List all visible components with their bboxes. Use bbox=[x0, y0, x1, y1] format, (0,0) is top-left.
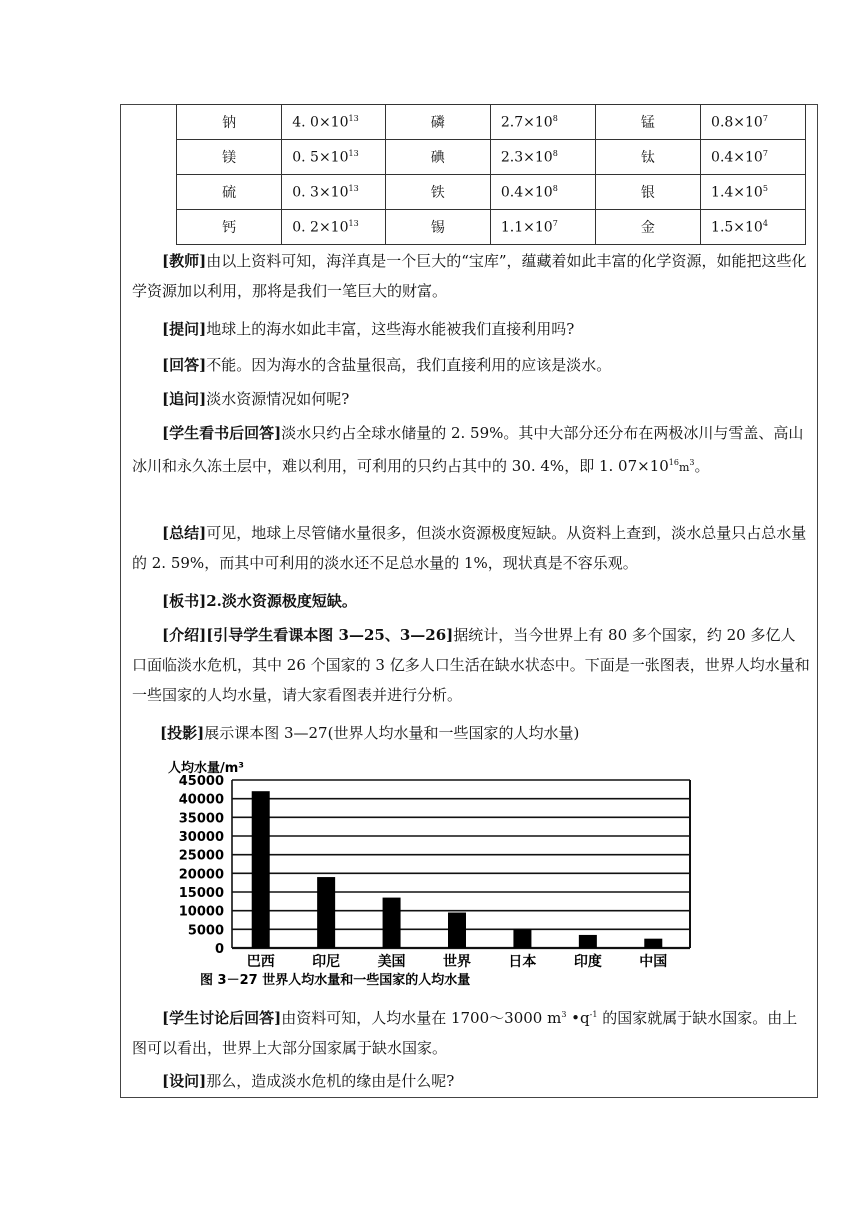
element-value: 2.3×10 bbox=[500, 149, 553, 166]
element-exponent: 8 bbox=[552, 113, 558, 123]
element-value-cell bbox=[282, 140, 385, 175]
element-value: 4. 0×10 bbox=[292, 114, 349, 131]
y-tick-label: 0 bbox=[214, 942, 224, 957]
element-exponent: 13 bbox=[348, 113, 359, 123]
element-value-cell bbox=[701, 175, 806, 210]
paragraph-followup: [追问]淡水资源情况如何呢? bbox=[162, 390, 350, 408]
y-tick-label: 45000 bbox=[178, 774, 224, 789]
y-tick-label: 20000 bbox=[178, 867, 224, 883]
element-name-cell: 镁 bbox=[177, 140, 282, 175]
x-category-label: 中国 bbox=[639, 954, 668, 970]
x-category-label: 印度 bbox=[573, 954, 602, 970]
element-value-cell bbox=[282, 105, 385, 140]
element-exponent: 13 bbox=[348, 183, 359, 193]
element-name-cell: 锡 bbox=[385, 210, 490, 245]
element-value: 0.4×10 bbox=[500, 184, 553, 201]
paragraph-teacher: [教师]由以上资料可知，海洋真是一个巨大的“宝库”，蕴藏着如此丰富的化学资源，如能把这些化学资源加以利用，那将是我们一笔巨大的财富。 bbox=[132, 252, 807, 300]
y-tick-label: 10000 bbox=[178, 904, 224, 920]
element-exponent: 5 bbox=[762, 183, 768, 193]
element-value-cell bbox=[701, 105, 806, 140]
element-value-cell bbox=[282, 175, 385, 210]
bar bbox=[579, 935, 597, 948]
y-tick-label: 15000 bbox=[178, 886, 224, 901]
element-name-cell: 锰 bbox=[595, 105, 700, 140]
element-exponent: 7 bbox=[762, 148, 768, 158]
table-row bbox=[177, 175, 806, 210]
element-name-cell: 钛 bbox=[595, 140, 700, 175]
paragraph-projection: [投影]展示课本图 3—27(世界人均水量和一些国家的人均水量) bbox=[160, 724, 580, 742]
element-value: 0.8×10 bbox=[711, 114, 763, 131]
bar bbox=[252, 791, 270, 948]
element-name-cell: 银 bbox=[595, 175, 700, 210]
element-exponent: 13 bbox=[348, 148, 359, 158]
chart-caption: 图 3－27 世界人均水量和一些国家的人均水量 bbox=[200, 973, 471, 988]
x-category-label: 美国 bbox=[377, 954, 406, 970]
element-exponent: 4 bbox=[762, 218, 768, 228]
bar bbox=[317, 877, 335, 948]
element-value-cell bbox=[490, 105, 595, 140]
element-value-cell bbox=[490, 175, 595, 210]
water-bar-chart bbox=[160, 752, 700, 992]
y-tick-label: 30000 bbox=[178, 830, 224, 845]
element-name-cell: 钙 bbox=[177, 210, 282, 245]
element-name-cell: 硫 bbox=[177, 175, 282, 210]
element-exponent: 13 bbox=[348, 218, 359, 228]
element-name-cell: 磷 bbox=[385, 105, 490, 140]
paragraph-student-answer: [学生看书后回答]淡水只约占全球水储量的 2. 59%。其中大部分还分布在两极冰川与雪盖、高山冰川和永久冻土层中，难以利用，可利用的只约占其中的 30. 4%，即 1. $07\times 10^{16}m^3$。 bbox=[132, 424, 804, 475]
element-value: 1.5×10 bbox=[711, 219, 763, 236]
x-category-label: 印尼 bbox=[312, 954, 341, 970]
element-exponent: 8 bbox=[552, 148, 558, 158]
bar bbox=[383, 898, 401, 948]
element-value: 0. 2×10 bbox=[292, 219, 349, 236]
x-category-label: 巴西 bbox=[246, 954, 275, 970]
paragraph-summary: [总结]可见，地球上尽管储水量很多，但淡水资源极度短缺。从资料上查到，淡水总量只占总水量的 2. 59%，而其中可利用的淡水还不足总水量的 1%，现状真是不容乐观。 bbox=[132, 524, 807, 572]
element-exponent: 7 bbox=[762, 113, 768, 123]
element-table bbox=[176, 104, 806, 245]
element-value: 0. 3×10 bbox=[292, 184, 349, 201]
paragraph-answer: [回答]不能。因为海水的含盐量很高，我们直接利用的应该是淡水。 bbox=[162, 356, 612, 374]
table-row bbox=[177, 210, 806, 245]
element-value: 1.1×10 bbox=[500, 219, 553, 236]
element-value-cell bbox=[490, 210, 595, 245]
element-value-cell bbox=[701, 140, 806, 175]
paragraph-question: [提问]地球上的海水如此丰富，这些海水能被我们直接利用吗? bbox=[162, 320, 575, 338]
y-tick-label: 5000 bbox=[187, 923, 224, 939]
x-category-label: 日本 bbox=[508, 954, 537, 970]
bar bbox=[644, 939, 662, 948]
bar bbox=[513, 929, 531, 948]
table-row bbox=[177, 105, 806, 140]
element-name-cell: 碘 bbox=[385, 140, 490, 175]
x-category-label: 世界 bbox=[443, 954, 471, 970]
element-value-cell bbox=[701, 210, 806, 245]
paragraph-board: [板书]2.淡水资源极度短缺。 bbox=[162, 592, 357, 610]
element-name-cell: 金 bbox=[595, 210, 700, 245]
element-name-cell: 钠 bbox=[177, 105, 282, 140]
y-tick-label: 35000 bbox=[178, 811, 224, 827]
bar bbox=[448, 913, 466, 948]
chart-ylabel: 人均水量/m³ bbox=[168, 761, 244, 776]
table-row bbox=[177, 140, 806, 175]
element-value: 2.7×10 bbox=[500, 114, 553, 131]
element-value: 1.4×10 bbox=[711, 184, 763, 201]
paragraph-discussion: [学生讨论后回答]由资料可知，人均水量在 1700～3000 $m^3$ $•q^{-1}$ 的国家就属于缺水国家。由上图可以看出，世界上大部分国家属于缺水国家。 bbox=[132, 1009, 798, 1057]
element-value-cell bbox=[490, 140, 595, 175]
y-tick-label: 25000 bbox=[178, 848, 224, 864]
element-value-cell bbox=[282, 210, 385, 245]
paragraph-intro: [介绍][引导学生看课本图 3—25、3—26]据统计，当今世界上有 80 多个国家，约 20 多亿人口面临淡水危机，其中 26 个国家的 3 亿多人口生活在缺水状态中。下面是一张图表，世界人均水量和一些国家的人均水量，请大家看图表并进行分析。 bbox=[132, 626, 810, 704]
paragraph-setquestion: [设问]那么，造成淡水危机的缘由是什么呢? bbox=[162, 1072, 455, 1090]
element-name-cell: 铁 bbox=[385, 175, 490, 210]
element-exponent: 7 bbox=[552, 218, 558, 228]
element-value: 0. 5×10 bbox=[292, 149, 349, 166]
element-value: 0.4×10 bbox=[711, 149, 763, 166]
element-exponent: 8 bbox=[552, 183, 558, 193]
y-tick-label: 40000 bbox=[178, 792, 224, 808]
